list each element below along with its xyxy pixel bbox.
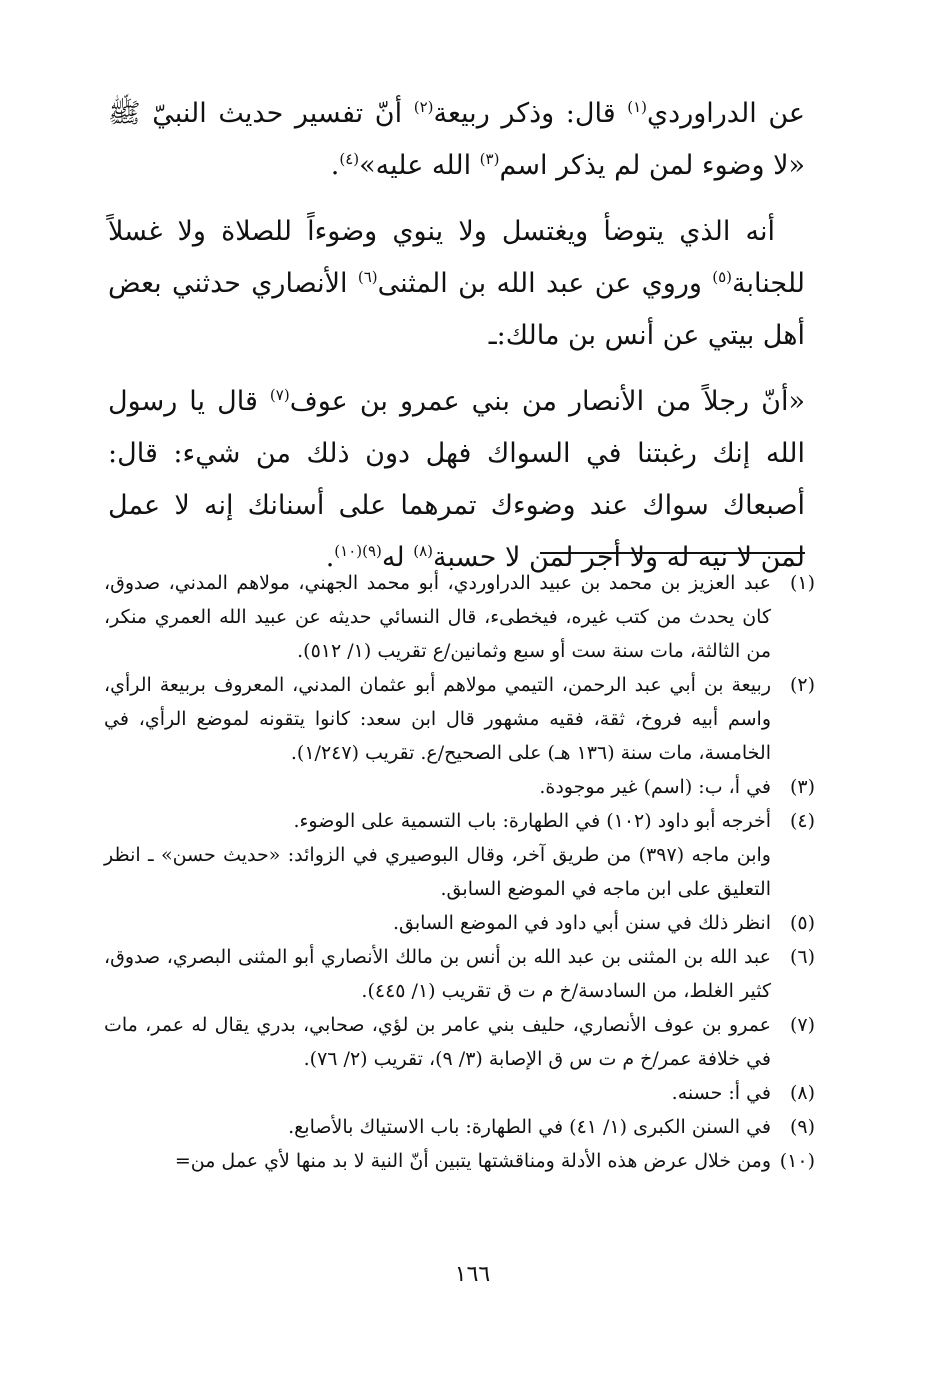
text-segment: عن الدراوردي: [647, 98, 805, 129]
footnote-number: (٩): [789, 1116, 815, 1138]
footnote-number: (٥): [789, 912, 815, 934]
text-segment: الأنصاري حدثني بعض أهل بيتي عن أنس بن مالك:ـ: [108, 268, 805, 351]
text-segment: وروي عن عبد الله بن المثنى: [377, 268, 713, 299]
footnote-item: [104, 770, 815, 804]
main-text: [108, 88, 805, 584]
footnote-text: في أ، ب: (اسم) غير موجودة.: [539, 776, 771, 798]
footnote-divider: [540, 552, 805, 554]
footnote-ref[interactable]: (٦): [357, 268, 378, 286]
footnote-number: (٨): [789, 1082, 815, 1104]
paragraph-1: [108, 88, 805, 192]
footnote-text: ربيعة بن أبي عبد الرحمن، التيمي مولاهم أبو عثمان المدني، المعروف بربيعة الرأي، واسم أبيه فروخ، ثقة، فقيه مشهور قال ابن سعد: كانوا يتقونه لموضع الرأي، في الخامسة، مات سنة (١٣٦ هـ) على الصحيح/ع. تقريب (١/٢٤٧).: [104, 674, 771, 764]
footnote-number: (٦): [789, 946, 815, 968]
footnote-number: (١٠): [779, 1150, 815, 1172]
text-segment: قال: وذكر ربيعة: [433, 98, 628, 129]
footnote-text: في أ: حسنه.: [671, 1082, 771, 1104]
text-segment: .: [325, 542, 335, 573]
footnote-ref[interactable]: (٨): [413, 542, 433, 560]
text-segment: .: [330, 150, 340, 181]
footnote-number: (١): [789, 572, 815, 594]
footnote-item: [104, 1076, 815, 1110]
footnote-ref[interactable]: (١): [627, 98, 648, 116]
footnote-item: [104, 906, 815, 940]
footnote-text: عبد العزيز بن محمد بن عبيد الدراوردي، أبو محمد الجهني، مولاهم المدني، صدوق، كان يحدث من كتب غيره، فيخطىء، قال النسائي حديثه عن عبيد الله العمري منكر، من الثالثة، مات سنة ست أو سبع وثمانين/ع تقريب (١/ ٥١٢).: [104, 572, 771, 662]
footnote-number: (٢): [789, 674, 815, 696]
paragraph-2: [108, 206, 805, 362]
footnote-ref[interactable]: (٤): [339, 150, 360, 168]
footnote-ref[interactable]: (٣): [479, 150, 500, 168]
footnote-item: [104, 804, 815, 838]
footnote-number: (٧): [789, 1014, 815, 1036]
footnote-text: انظر ذلك في سنن أبي داود في الموضع السابق.: [392, 912, 771, 934]
footnote-text: في السنن الكبرى (١/ ٤١) في الطهارة: باب الاستياك بالأصابع.: [288, 1116, 771, 1138]
footnote-number: (٤): [789, 810, 815, 832]
footnote-item: [104, 1110, 815, 1144]
footnote-text: عمرو بن عوف الأنصاري، حليف بني عامر بن لؤي، صحابي، بدري يقال له عمر، مات في خلافة عمر/خ م ت س ق الإصابة (٣/ ٩)، تقريب (٢/ ٧٦).: [104, 1014, 771, 1070]
footnote-continuation: وابن ماجه (٣٩٧) من طريق آخر، وقال البوصيري في الزوائد: «حديث حسن» ـ انظر التعليق على ابن ماجه في الموضع السابق.: [104, 844, 771, 900]
footnote-item: [104, 940, 815, 1008]
text-segment: أنه الذي يتوضأ ويغتسل ولا ينوي وضوءاً للصلاة ولا غسلاً للجنابة: [108, 216, 805, 299]
footnote-item: [104, 1144, 815, 1178]
footnote-ref[interactable]: (٩)(١٠): [334, 542, 382, 560]
text-segment: «أنّ رجلاً من الأنصار من بني عمرو بن عوف: [289, 386, 805, 417]
text-segment: قال يا رسول الله إنك رغبتنا في السواك فهل دون ذلك من شيء: قال: أصبعاك سواك عند وضوءك تمرهما على أسنانك إنه لا عمل لمن لا نية له ولا أجر لمن لا حسبة: [108, 386, 805, 573]
footnote-item: [104, 1008, 815, 1076]
footnote-ref[interactable]: (٢): [413, 98, 434, 116]
footnote-item: [104, 566, 815, 668]
footnote-ref[interactable]: (٥): [712, 268, 733, 286]
footnote-text: أخرجه أبو داود (١٠٢) في الطهارة: باب التسمية على الوضوء.: [293, 810, 771, 832]
text-segment: أنّ تفسير حديث النبيّ ﷺ «لا وضوء لمن لم يذكر اسم: [108, 98, 805, 181]
footnote-text: ومن خلال عرض هذه الأدلة ومناقشتها يتبين أنّ النية لا بد منها لأي عمل من=: [174, 1150, 771, 1172]
text-segment: له: [381, 542, 414, 573]
footnote-text: عبد الله بن المثنى بن عبد الله بن أنس بن مالك الأنصاري أبو المثنى البصري، صدوق، كثير الغلط، من السادسة/خ م ت ق تقريب (١/ ٤٤٥).: [104, 946, 772, 1002]
footnotes-section: [104, 566, 815, 1178]
footnote-number: (٣): [789, 776, 815, 798]
page-number: ١٦٦: [454, 1262, 491, 1287]
text-segment: الله عليه»: [359, 150, 480, 181]
footnote-ref[interactable]: (٧): [269, 386, 290, 404]
footnote-item: [104, 668, 815, 770]
